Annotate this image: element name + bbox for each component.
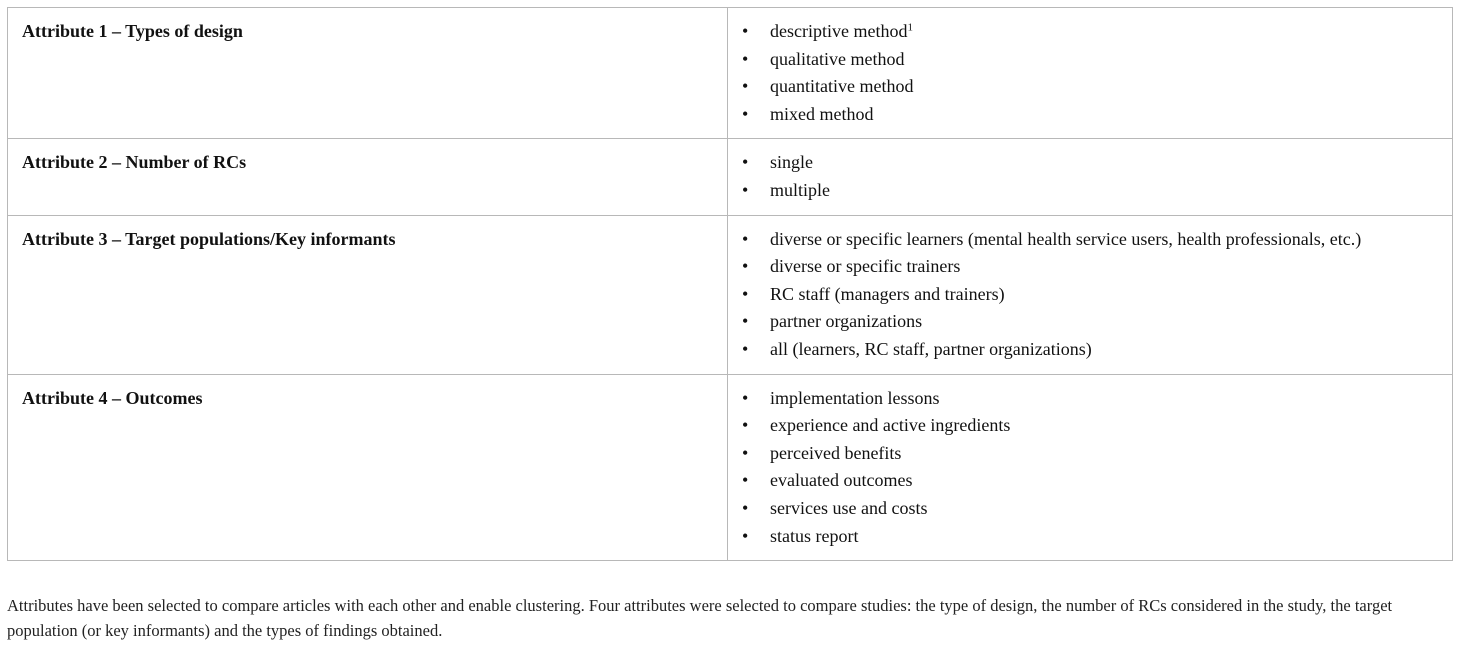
- footnote-marker: 1: [907, 21, 913, 34]
- items-cell: [728, 139, 1453, 215]
- list-item: [742, 18, 1422, 46]
- list-item: [742, 467, 1422, 495]
- attribute-cell: [8, 8, 728, 139]
- item-text: mixed method: [770, 103, 874, 124]
- bullet-icon: •: [742, 442, 749, 463]
- items-cell: [728, 215, 1453, 374]
- list-item: [742, 385, 1422, 413]
- list-item: [742, 149, 1422, 177]
- list-item: [742, 308, 1422, 336]
- attribute-cell: [8, 139, 728, 215]
- item-text: partner organizations: [770, 311, 923, 332]
- item-text: qualitative method: [770, 48, 905, 69]
- items-cell: [728, 8, 1453, 139]
- bullet-icon: •: [742, 152, 749, 173]
- attribute-label: Attribute 3 – Target populations/Key informants: [22, 228, 396, 249]
- attribute-cell: [8, 215, 728, 374]
- bullet-icon: •: [742, 338, 749, 359]
- list-item: [742, 226, 1422, 254]
- bullet-icon: •: [742, 103, 749, 124]
- item-text: evaluated outcomes: [770, 470, 913, 491]
- bullet-icon: •: [742, 387, 749, 408]
- list-item: [742, 177, 1422, 205]
- bullet-icon: •: [742, 497, 749, 518]
- attribute-label: Attribute 2 – Number of RCs: [22, 152, 247, 173]
- bullet-icon: •: [742, 525, 749, 546]
- table-footnote: Attributes have been selected to compare articles with each other and enable clustering. Four attributes were selected to compare studies: the type of design, the number of RCs considered in the study, the target population (or key informants) and the types of findings obtained.: [7, 596, 1393, 640]
- attribute-label: Attribute 4 – Outcomes: [22, 387, 203, 408]
- attribute-label: Attribute 1 – Types of design: [22, 21, 243, 41]
- list-item: [742, 495, 1422, 523]
- item-text: implementation lessons: [770, 387, 940, 408]
- bullet-icon: •: [742, 76, 749, 97]
- list-item: [742, 336, 1422, 364]
- bullet-icon: •: [742, 228, 749, 249]
- bullet-icon: •: [742, 48, 749, 69]
- list-item: [742, 253, 1422, 281]
- bullet-icon: •: [742, 21, 749, 41]
- list-item: [742, 46, 1422, 74]
- table-row: [8, 8, 1453, 139]
- bullet-list: [742, 18, 1422, 128]
- list-item: [742, 440, 1422, 468]
- item-text: single: [770, 152, 813, 173]
- bullet-icon: •: [742, 283, 749, 304]
- list-item: [742, 281, 1422, 309]
- bullet-list: [742, 385, 1422, 551]
- bullet-list: [742, 149, 1422, 204]
- list-item: [742, 523, 1422, 551]
- item-text: quantitative method: [770, 76, 914, 97]
- item-text: perceived benefits: [770, 442, 902, 463]
- item-text: descriptive method: [770, 21, 908, 41]
- bullet-list: [742, 226, 1422, 364]
- item-text: multiple: [770, 179, 830, 200]
- attributes-table: [7, 7, 1453, 561]
- bullet-icon: •: [742, 470, 749, 491]
- table-row: [8, 215, 1453, 374]
- bullet-icon: •: [742, 311, 749, 332]
- list-item: [742, 412, 1422, 440]
- item-text: all (learners, RC staff, partner organizations): [770, 338, 1092, 359]
- bullet-icon: •: [742, 415, 749, 436]
- item-text: RC staff (managers and trainers): [770, 283, 1005, 304]
- attribute-cell: [8, 374, 728, 561]
- item-text: diverse or specific trainers: [770, 256, 961, 277]
- item-text: diverse or specific learners (mental health service users, health professionals, etc.): [770, 228, 1362, 249]
- table-row: [8, 139, 1453, 215]
- list-item: [742, 101, 1422, 129]
- item-text: status report: [770, 525, 859, 546]
- list-item: [742, 73, 1422, 101]
- bullet-icon: •: [742, 179, 749, 200]
- table-row: [8, 374, 1453, 561]
- item-text: services use and costs: [770, 497, 928, 518]
- bullet-icon: •: [742, 256, 749, 277]
- items-cell: [728, 374, 1453, 561]
- item-text: experience and active ingredients: [770, 415, 1011, 436]
